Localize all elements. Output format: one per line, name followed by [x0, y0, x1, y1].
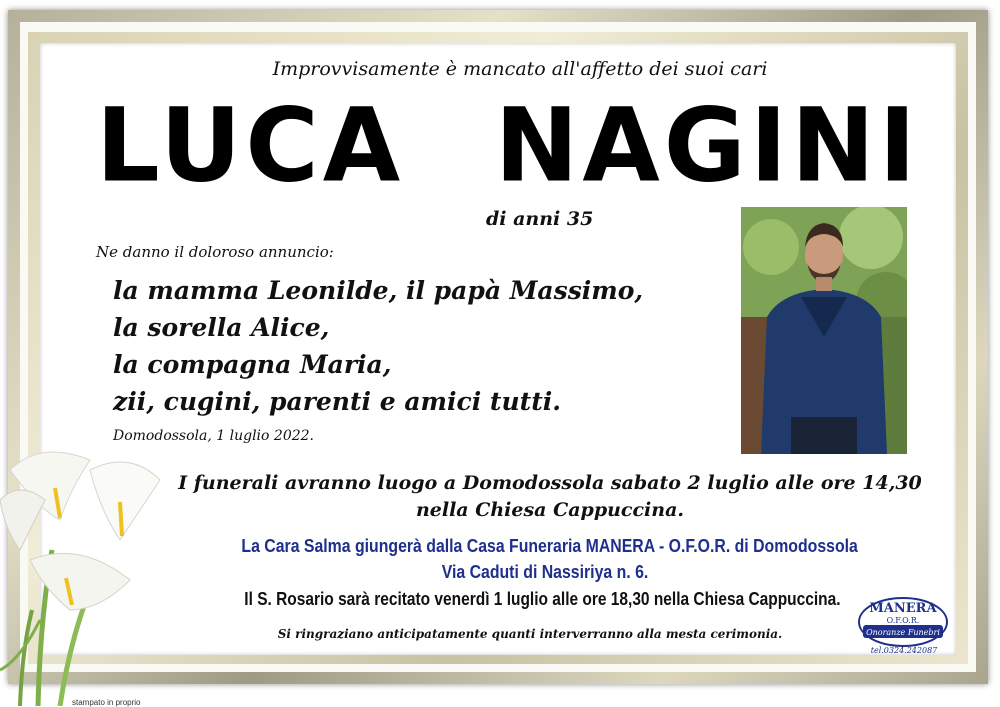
logo-sub: O.F.O.R.: [886, 616, 920, 625]
last-name: NAGINI: [494, 85, 920, 206]
logo-name: MANERA: [869, 601, 937, 616]
footer-note: stampato in proprio: [72, 698, 141, 707]
family-line: la mamma Leonilde, il papà Massimo,: [113, 276, 644, 305]
deceased-name: [96, 85, 920, 206]
rosary-info: Il S. Rosario sarà recitato venerdì 1 luglio alle ore 18,30 nella Chiesa Cappuccina.: [244, 589, 841, 609]
logo-tagline: Onoranze Funebri: [866, 628, 940, 637]
age-text: di anni 35: [486, 208, 594, 230]
announce-text: Ne danno il doloroso annuncio:: [96, 243, 334, 261]
portrait-photo: [741, 207, 907, 454]
arrival-info: [200, 533, 890, 585]
logo-phone: tel.0324.242087: [870, 646, 938, 655]
family-line: zii, cugini, parenti e amici tutti.: [113, 387, 561, 416]
intro-text: Improvvisamente è mancato all'affetto dei suoi cari: [272, 58, 768, 80]
arrival-line: Via Caduti di Nassiriya n. 6.: [441, 562, 649, 582]
portrait-illustration: [741, 207, 907, 454]
place-date: Domodossola, 1 luglio 2022.: [113, 428, 314, 444]
calla-lily-icon: [0, 440, 180, 706]
family-line: la sorella Alice,: [113, 313, 330, 342]
arrival-line: La Cara Salma giungerà dalla Casa Funeraria MANERA - O.F.O.R. di Domodossola: [241, 536, 858, 556]
funeral-info: [150, 470, 950, 524]
thanks-text: Si ringraziano anticipatamente quanti interverranno alla mesta cerimonia.: [277, 627, 783, 641]
family-list: [113, 272, 713, 420]
funeral-line: I funerali avranno luogo a Domodossola sabato 2 luglio alle ore 14,30: [178, 472, 922, 494]
funeral-line: nella Chiesa Cappuccina.: [415, 499, 685, 521]
family-line: la compagna Maria,: [113, 350, 392, 379]
first-name: LUCA: [96, 85, 405, 206]
